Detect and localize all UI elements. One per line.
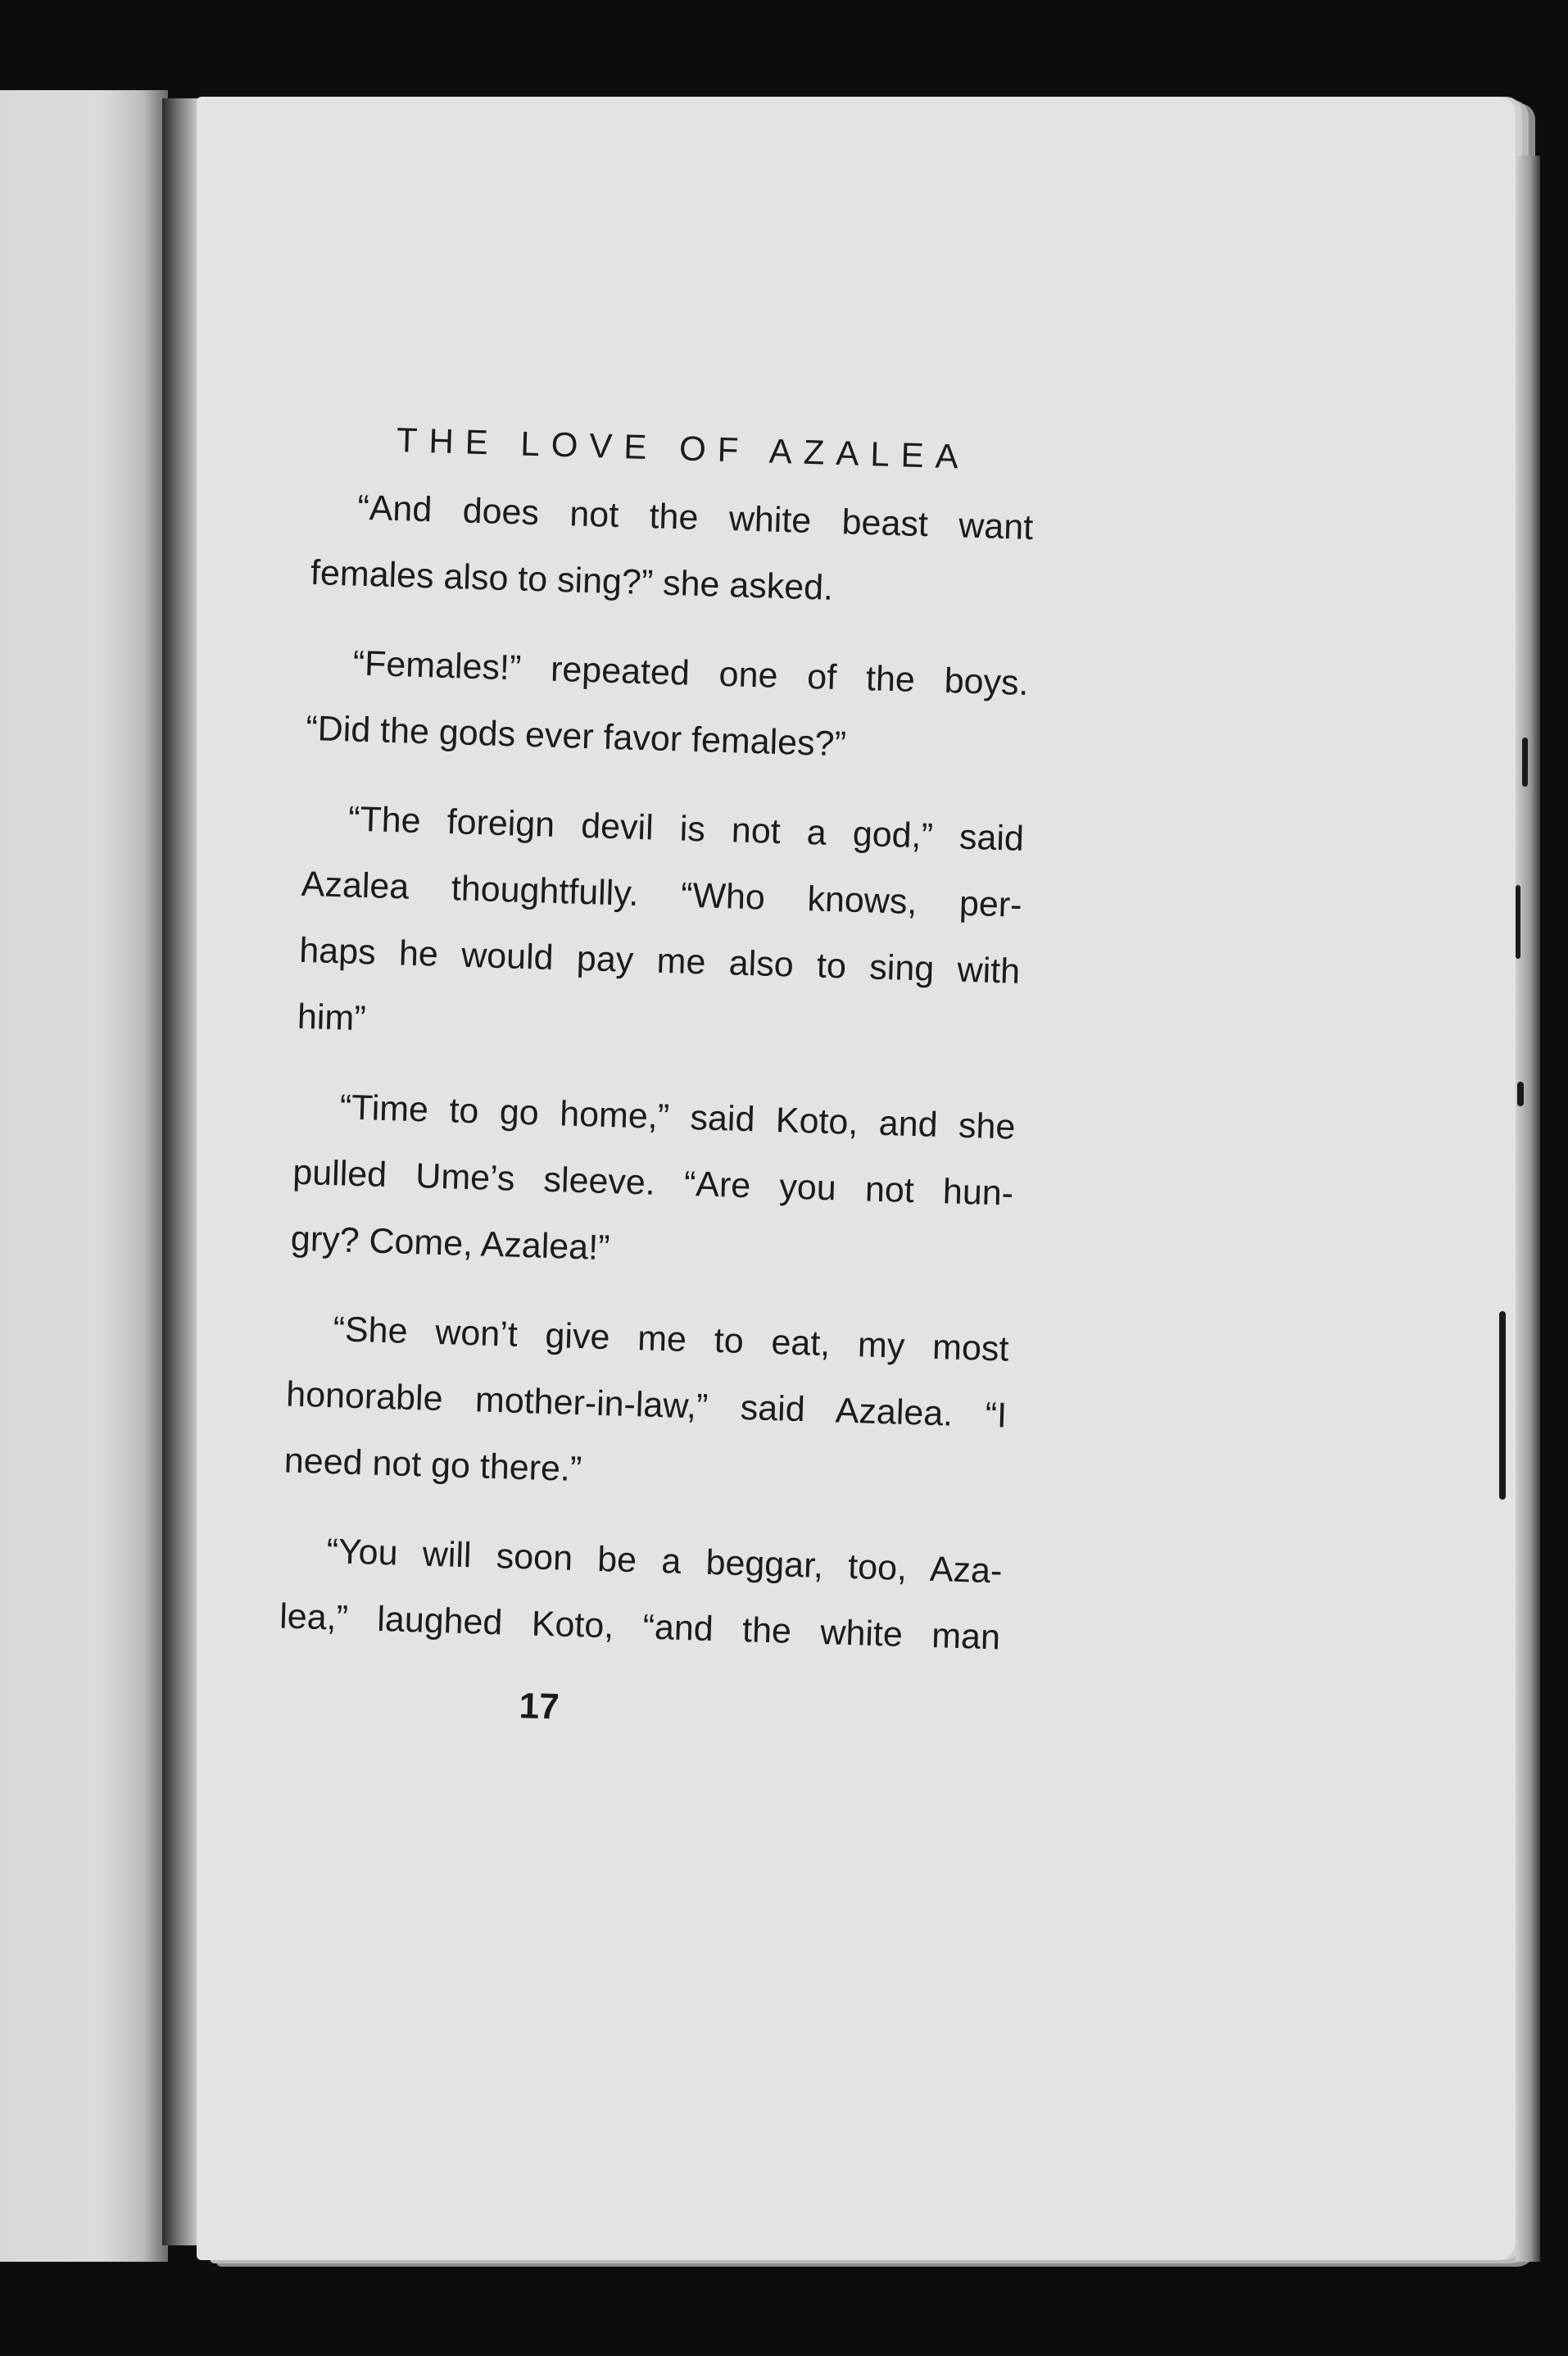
text-line: gry? Come, Azalea!” (290, 1219, 611, 1269)
text-line: “She won’t give me to eat, my most (333, 1310, 1010, 1369)
text-line: Azalea thoughtfully. “Who knows, per- (301, 864, 1023, 925)
text-line: “Females!” repeated one of the boys. (352, 643, 1030, 703)
edge-mark (1517, 1082, 1524, 1106)
running-head: THE LOVE OF AZALEA (396, 420, 971, 476)
text-line: “Did the gods ever favor females?” (305, 708, 847, 765)
page-number: 17 (518, 1686, 560, 1727)
page-text (277, 410, 1036, 1741)
edge-mark (1516, 885, 1520, 959)
text-line: him” (297, 996, 367, 1039)
text-line: haps he would pay me also to sing with (298, 930, 1021, 992)
text-line: honorable mother-in-law,” said Azalea. “I (285, 1374, 1008, 1436)
edge-mark (1522, 738, 1528, 787)
text-line: females also to sing?” she asked. (310, 552, 834, 608)
text-line: lea,” laughed Koto, “and the white man (279, 1596, 1001, 1658)
text-line: “And does not the white beast want (356, 488, 1034, 548)
text-line: “The foreign devil is not a god,” said (347, 799, 1025, 859)
page-stack-edge (1516, 156, 1540, 2262)
text-line: pulled Ume’s sleeve. “Are you not hun- (292, 1152, 1014, 1214)
text-line: “Time to go home,” said Koto, and she (339, 1087, 1017, 1147)
text-line: “You will soon be a beggar, too, Aza- (325, 1532, 1004, 1591)
text-line: need not go there.” (283, 1441, 582, 1490)
edge-mark (1499, 1311, 1506, 1500)
left-page-edge (0, 90, 168, 2262)
